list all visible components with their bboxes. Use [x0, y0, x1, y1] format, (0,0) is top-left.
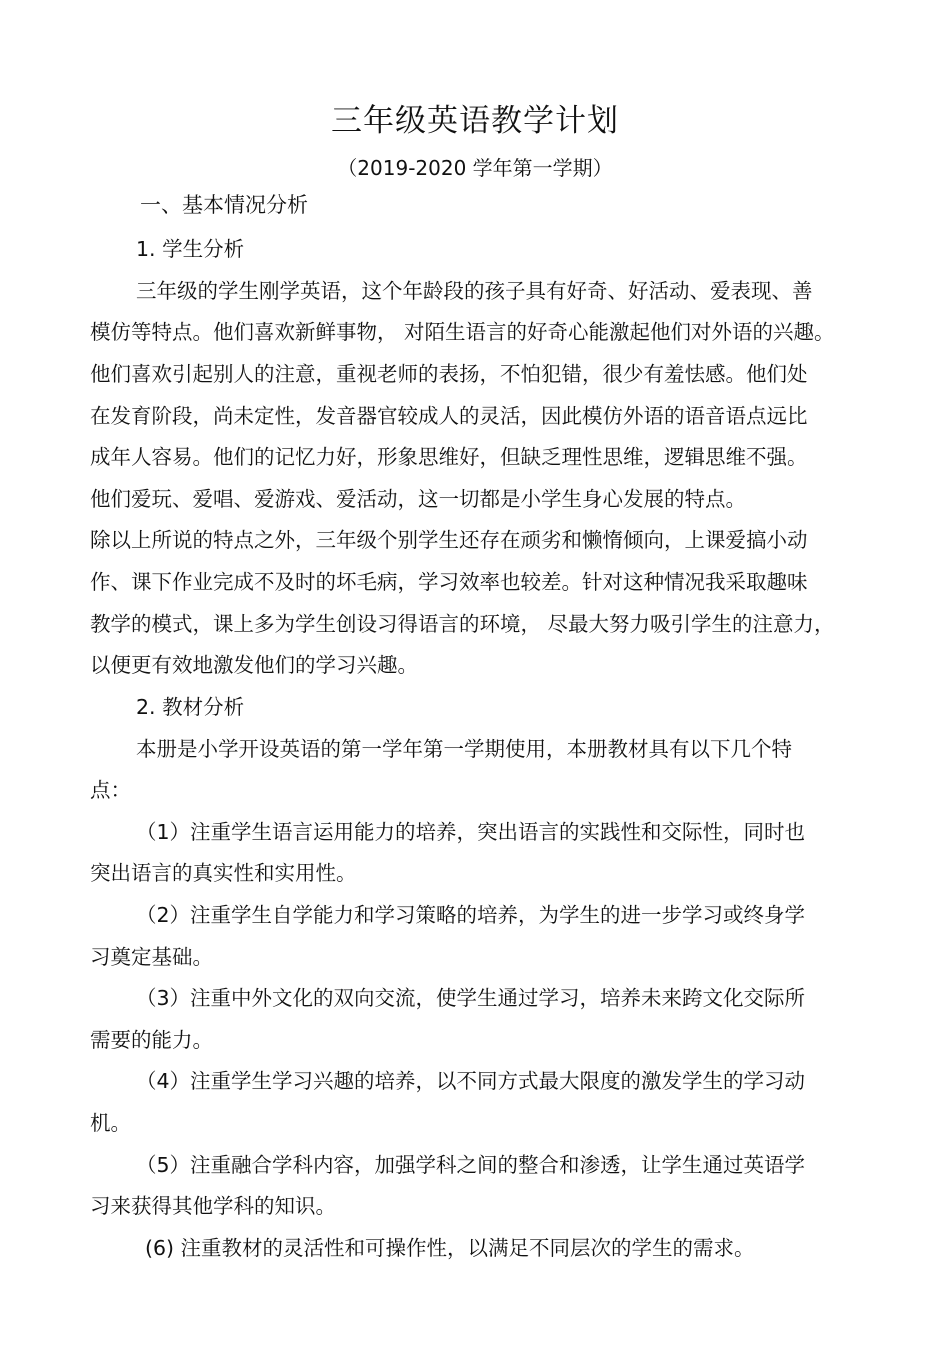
paragraph-line: 本册是小学开设英语的第一学年第一学期使用，本册教材具有以下几个特 — [136, 737, 792, 761]
paragraph-line: 三年级的学生刚学英语，这个年龄段的孩子具有好奇、好活动、爱表现、善 — [136, 279, 813, 303]
list-item-line: 机。 — [90, 1111, 131, 1135]
subsection-heading-textbook: 2. 教材分析 — [136, 695, 245, 719]
list-item-line: （1）注重学生语言运用能力的培养，突出语言的实践性和交际性，同时也 — [136, 820, 806, 844]
paragraph-line: 点： — [90, 778, 131, 802]
document-title: 三年级英语教学计划 — [331, 103, 619, 139]
list-item-line: （5）注重融合学科内容，加强学科之间的整合和渗透，让学生通过英语学 — [136, 1153, 806, 1177]
subsection-heading-students: 1. 学生分析 — [136, 237, 245, 261]
list-item-line: 需要的能力。 — [90, 1028, 213, 1052]
paragraph-line: 作、课下作业完成不及时的坏毛病，学习效率也较差。针对这种情况我采取趣味 — [90, 570, 808, 594]
paragraph-line: 成年人容易。他们的记忆力好，形象思维好，但缺乏理性思维，逻辑思维不强。 — [90, 445, 808, 469]
document-subtitle: （2019-2020 学年第一学期） — [337, 156, 613, 180]
paragraph-line: 在发育阶段，尚未定性，发音器官较成人的灵活，因此模仿外语的语音语点远比 — [90, 404, 808, 428]
list-item-line: （2）注重学生自学能力和学习策略的培养，为学生的进一步学习或终身学 — [136, 903, 806, 927]
list-item-line: 习来获得其他学科的知识。 — [90, 1194, 336, 1218]
paragraph-line: 模仿等特点。他们喜欢新鲜事物， 对陌生语言的好奇心能激起他们对外语的兴趣。 — [90, 320, 835, 344]
list-item-line: (6) 注重教材的灵活性和可操作性，以满足不同层次的学生的需求。 — [145, 1236, 755, 1260]
paragraph-line: 以便更有效地激发他们的学习兴趣。 — [90, 653, 418, 677]
list-item-line: （4）注重学生学习兴趣的培养，以不同方式最大限度的激发学生的学习动 — [136, 1069, 806, 1093]
list-item-line: 突出语言的真实性和实用性。 — [90, 861, 357, 885]
paragraph-line: 除以上所说的特点之外，三年级个别学生还存在顽劣和懒惰倾向，上课爱搞小动 — [90, 528, 808, 552]
list-item-line: （3）注重中外文化的双向交流，使学生通过学习，培养未来跨文化交际所 — [136, 986, 806, 1010]
paragraph-line: 他们爱玩、爱唱、爱游戏、爱活动，这一切都是小学生身心发展的特点。 — [90, 487, 746, 511]
list-item-line: 习奠定基础。 — [90, 945, 213, 969]
paragraph-line: 他们喜欢引起别人的注意，重视老师的表扬，不怕犯错，很少有羞怯感。他们处 — [90, 362, 808, 386]
section-heading-basic-analysis: 一、基本情况分析 — [140, 193, 308, 217]
paragraph-line: 教学的模式，课上多为学生创设习得语言的环境， 尽最大努力吸引学生的注意力， — [90, 612, 835, 636]
